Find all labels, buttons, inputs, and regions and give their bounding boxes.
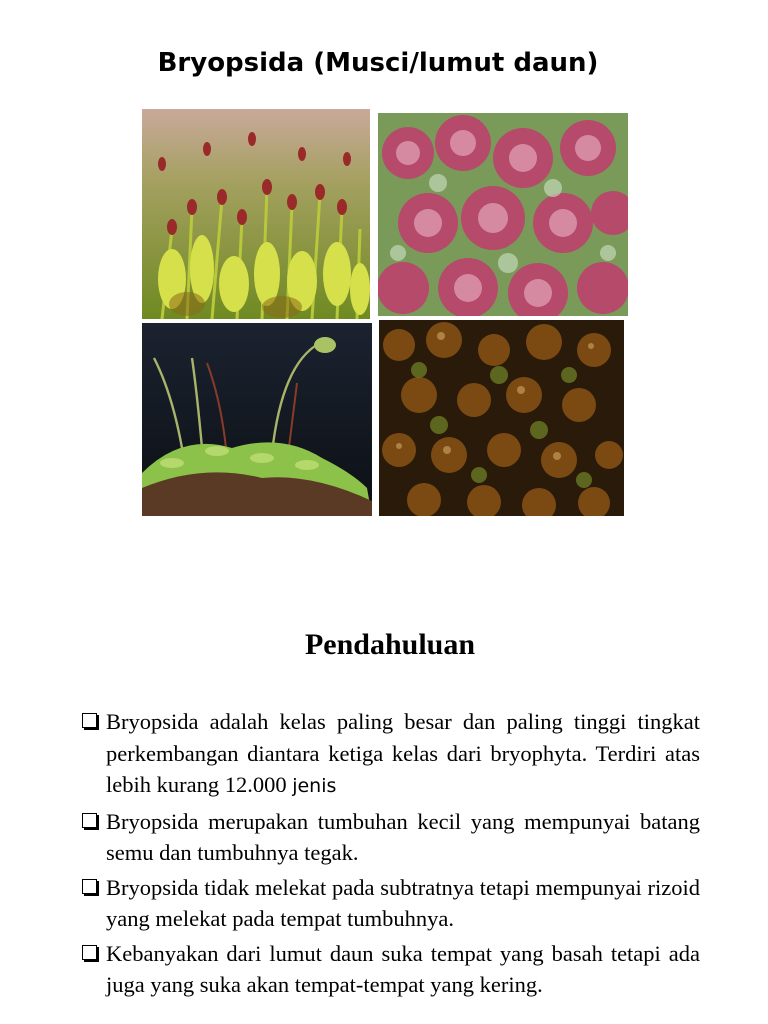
bullet-list: [80, 706, 700, 1004]
bullet-item: [80, 872, 700, 935]
bullet-item: [80, 806, 700, 869]
checkbox-square-icon: [82, 813, 97, 828]
section-heading: Pendahuluan: [304, 628, 476, 661]
bullet-text: Bryopsida tidak melekat pada subtratnya tetapi mempunyai rizoid yang melekat pada tempat tumbuhnya.: [106, 874, 700, 931]
bullet-text: Kebanyakan dari lumut daun suka tempat yang basah tetapi ada juga yang suka akan tempat-tempat yang kering.: [106, 940, 700, 997]
moss-photo-red-capsules: [142, 109, 370, 319]
slide-title: Bryopsida (Musci/lumut daun): [157, 48, 599, 78]
checkbox-square-icon: [82, 713, 97, 728]
bullet-text: Bryopsida merupakan tumbuhan kecil yang mempunyai batang semu dan tumbuhnya tegak.: [106, 808, 700, 865]
moss-photo-pink-rosettes: [378, 113, 628, 316]
checkbox-square-icon: [82, 879, 97, 894]
bullet-item: [80, 938, 700, 1001]
checkbox-square-icon: [82, 945, 97, 960]
bullet-item: [80, 706, 700, 803]
bullet-text: Bryopsida adalah kelas paling besar dan paling tinggi tingkat perkembangan diantara ketiga kelas dari bryophyta. Terdiri atas lebih kurang 12.000: [106, 709, 700, 797]
moss-photo-brown-cushion: [379, 320, 624, 516]
moss-photo-sporophytes: [142, 323, 372, 516]
bullet-text-tail: jenis: [292, 775, 337, 797]
